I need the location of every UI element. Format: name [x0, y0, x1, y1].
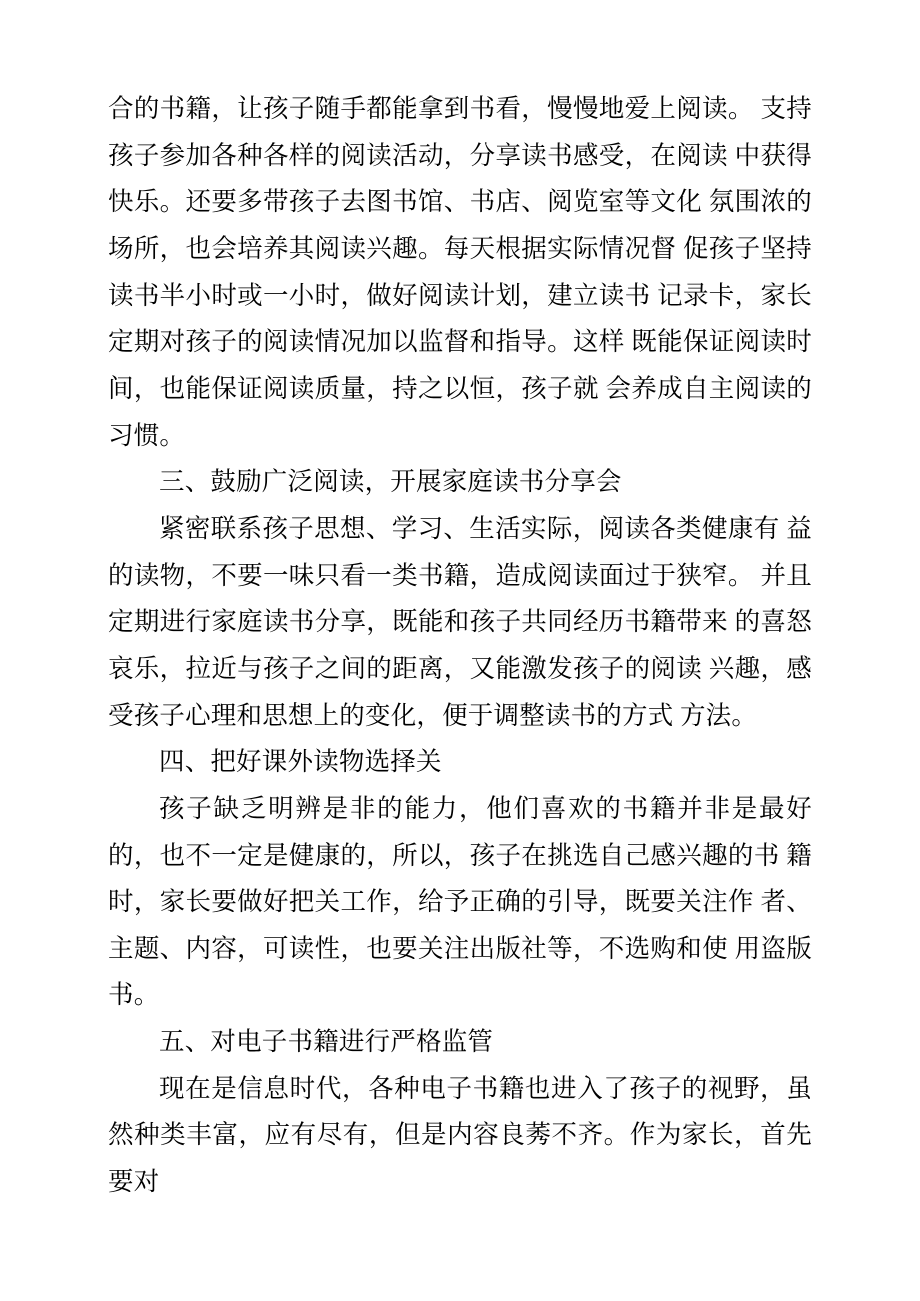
paragraph-section-three: 紧密联系孩子思想、学习、生活实际，阅读各类健康有 益的读物，不要一味只看一类书籍，造成阅读面过于狭窄。 并且定期进行家庭读书分享，既能和孩子共同经历书籍带来 的喜怒哀乐，拉近与孩子之间的距离，又能激发孩子的阅读 兴趣，感受孩子心理和思想上的变化，便于调整读书的方式 方法。	[108, 513, 812, 730]
paragraph-section-five: 现在是信息时代，各种电子书籍也进入了孩子的视野，虽然种类丰富，应有尽有，但是内容良莠不齐。作为家长，首先要对	[108, 1073, 812, 1197]
section-heading-four: 四、把好课外读物选择关	[159, 747, 442, 777]
paragraph-section-four: 孩子缺乏明辨是非的能力，他们喜欢的书籍并非是最好 的，也不一定是健康的，所以，孩子在挑选自己感兴趣的书 籍时，家长要做好把关工作，给予正确的引导，既要关注作 者、主题、内容，可读性，也要关注出版社等，不选购和使 用盗版书。	[108, 793, 819, 1010]
section-heading-five: 五、对电子书籍进行严格监管	[159, 1027, 494, 1057]
document-body	[108, 86, 819, 1206]
paragraph-continuation: 合的书籍，让孩子随手都能拿到书看，慢慢地爱上阅读。 支持孩子参加各种各样的阅读活动，分享读书感受，在阅读 中获得快乐。还要多带孩子去图书馆、书店、阅览室等文化 氛围浓的场所，也会培养其阅读兴趣。每天根据实际情况督 促孩子坚持读书半小时或一小时，做好阅读计划，建立读书 记录卡，家长定期对孩子的阅读情况加以监督和指导。这样 既能保证阅读时间，也能保证阅读质量，持之以恒，孩子就 会养成自主阅读的习惯。	[108, 94, 812, 450]
section-heading-three: 三、鼓励广泛阅读，开展家庭读书分享会	[159, 467, 622, 497]
